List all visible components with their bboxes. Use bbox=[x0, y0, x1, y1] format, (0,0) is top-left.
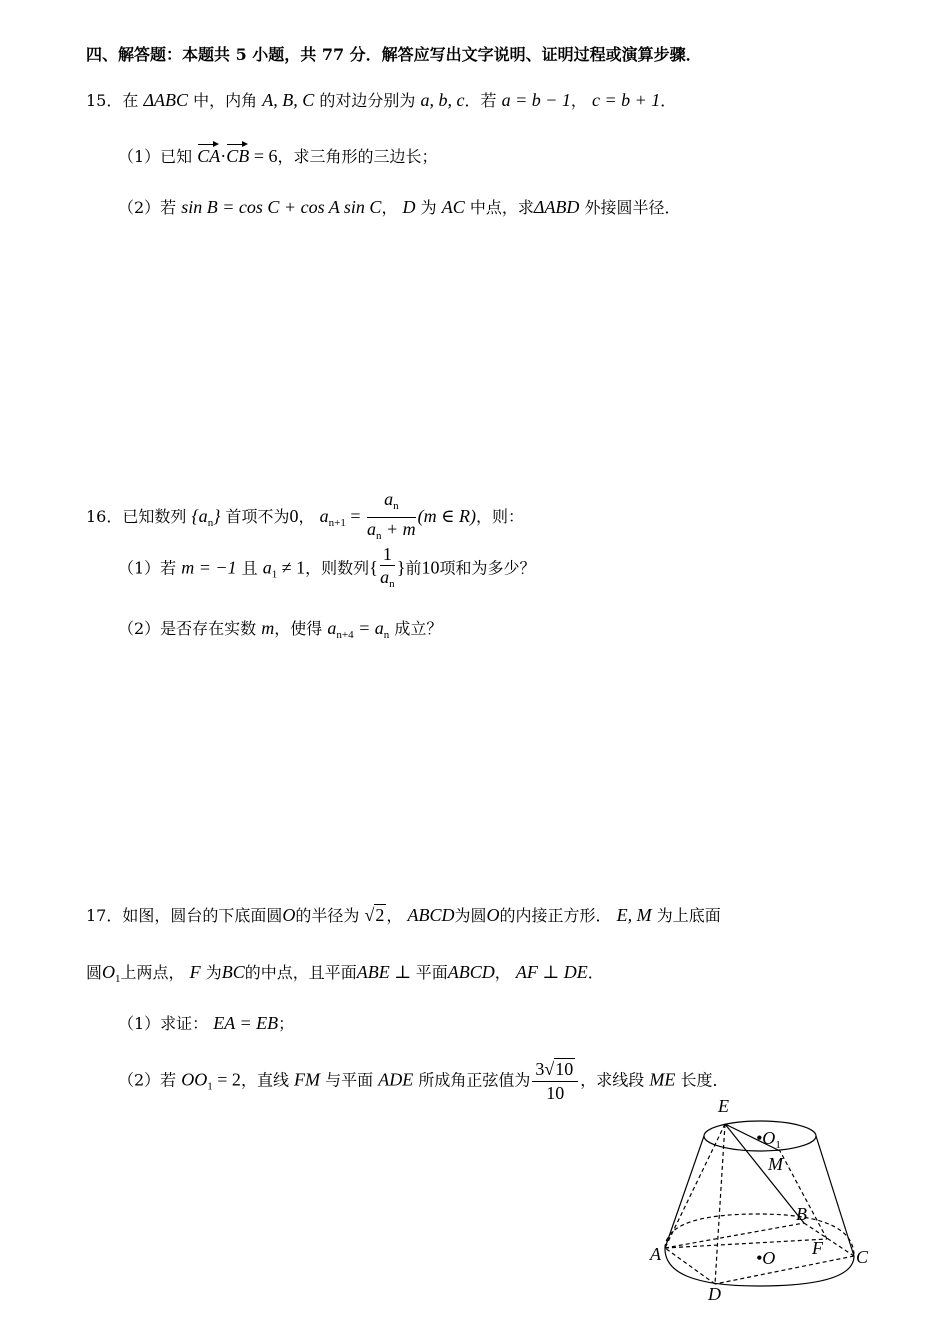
sine-value-fraction: $\frac{3√10}{10}$ bbox=[532, 1058, 578, 1104]
label-f: F bbox=[812, 1238, 823, 1258]
segment-ea bbox=[665, 1124, 725, 1248]
problem-16-part-2: （2）是否存在实数 m，使得 $a_{n+4} = a_n$ 成立？ bbox=[118, 618, 443, 641]
label-o1: $•O_1$ bbox=[756, 1128, 781, 1151]
frustum-figure bbox=[640, 1096, 880, 1344]
problem-16-part-1: （1）若 m = −1 且 $a_1 \ne 1$，则数列{ $\frac{1}{a_n}$ }前10项和为多少？ bbox=[118, 543, 536, 595]
label-b: B bbox=[796, 1204, 807, 1224]
problem-15-part-2: （2）若 sin B = cos C + cos A sin C， D 为 AC 中点，求ΔABD 外接圆半径． bbox=[118, 197, 681, 217]
vector-ca: CA bbox=[197, 146, 221, 166]
problem-15-part-1: （1）已知 CA·CB = 6，求三角形的三边长； bbox=[118, 146, 438, 166]
label-a: A bbox=[650, 1244, 661, 1264]
label-e: E bbox=[718, 1096, 729, 1116]
problem-17-part-1: （1）求证： EA = EB； bbox=[118, 1013, 295, 1033]
vector-cb: CB bbox=[226, 146, 250, 166]
problem-17-statement-line-2: 圆$O_1$上两点， F 为BC的中点，且平面ABE ⊥ 平面ABCD， AF ⊥ DE． bbox=[86, 962, 604, 985]
edge-cd bbox=[715, 1256, 854, 1284]
problem-15-statement: 15．在 ΔABC 中，内角 A, B, C 的对边分别为 a, b, c．若 a = b − 1， c = b + 1． bbox=[86, 90, 677, 110]
label-c: C bbox=[856, 1247, 869, 1267]
problem-17-part-2: （2）若 $OO_1 = 2$，直线 FM 与平面 ADE 所成角正弦值为 $\frac{3√10}{10}$ ，求线段 ME 长度． bbox=[118, 1059, 729, 1103]
segment-fm bbox=[780, 1151, 827, 1239]
segment-ed bbox=[715, 1124, 725, 1284]
edge-ab bbox=[665, 1223, 804, 1248]
problem-17-statement-line-1: 17．如图，圆台的下底面圆O的半径为 √2 ， ABCD为圆O的内接正方形． E, M 为上底面 bbox=[86, 905, 721, 925]
left-generatrix bbox=[665, 1136, 704, 1248]
section-heading: 四、解答题：本题共 5 小题，共 77 分．解答应写出文字说明、证明过程或演算步骤． bbox=[86, 45, 702, 64]
label-d: D bbox=[708, 1284, 721, 1304]
reciprocal-fraction: $\frac{1}{a_n}$ bbox=[380, 544, 395, 590]
problem-16-statement: 16．已知数列 $\{a_n\}$ 首项不为0， $a_{n+1}$ = $\frac{a_n}{a_n + m}$ (m ∈ R)，则： bbox=[86, 488, 524, 547]
label-m: M bbox=[768, 1154, 783, 1174]
recurrence-fraction: $\frac{a_n}{a_n + m}$ bbox=[366, 489, 416, 542]
edge-da bbox=[665, 1248, 715, 1284]
label-o: •O bbox=[756, 1248, 776, 1268]
